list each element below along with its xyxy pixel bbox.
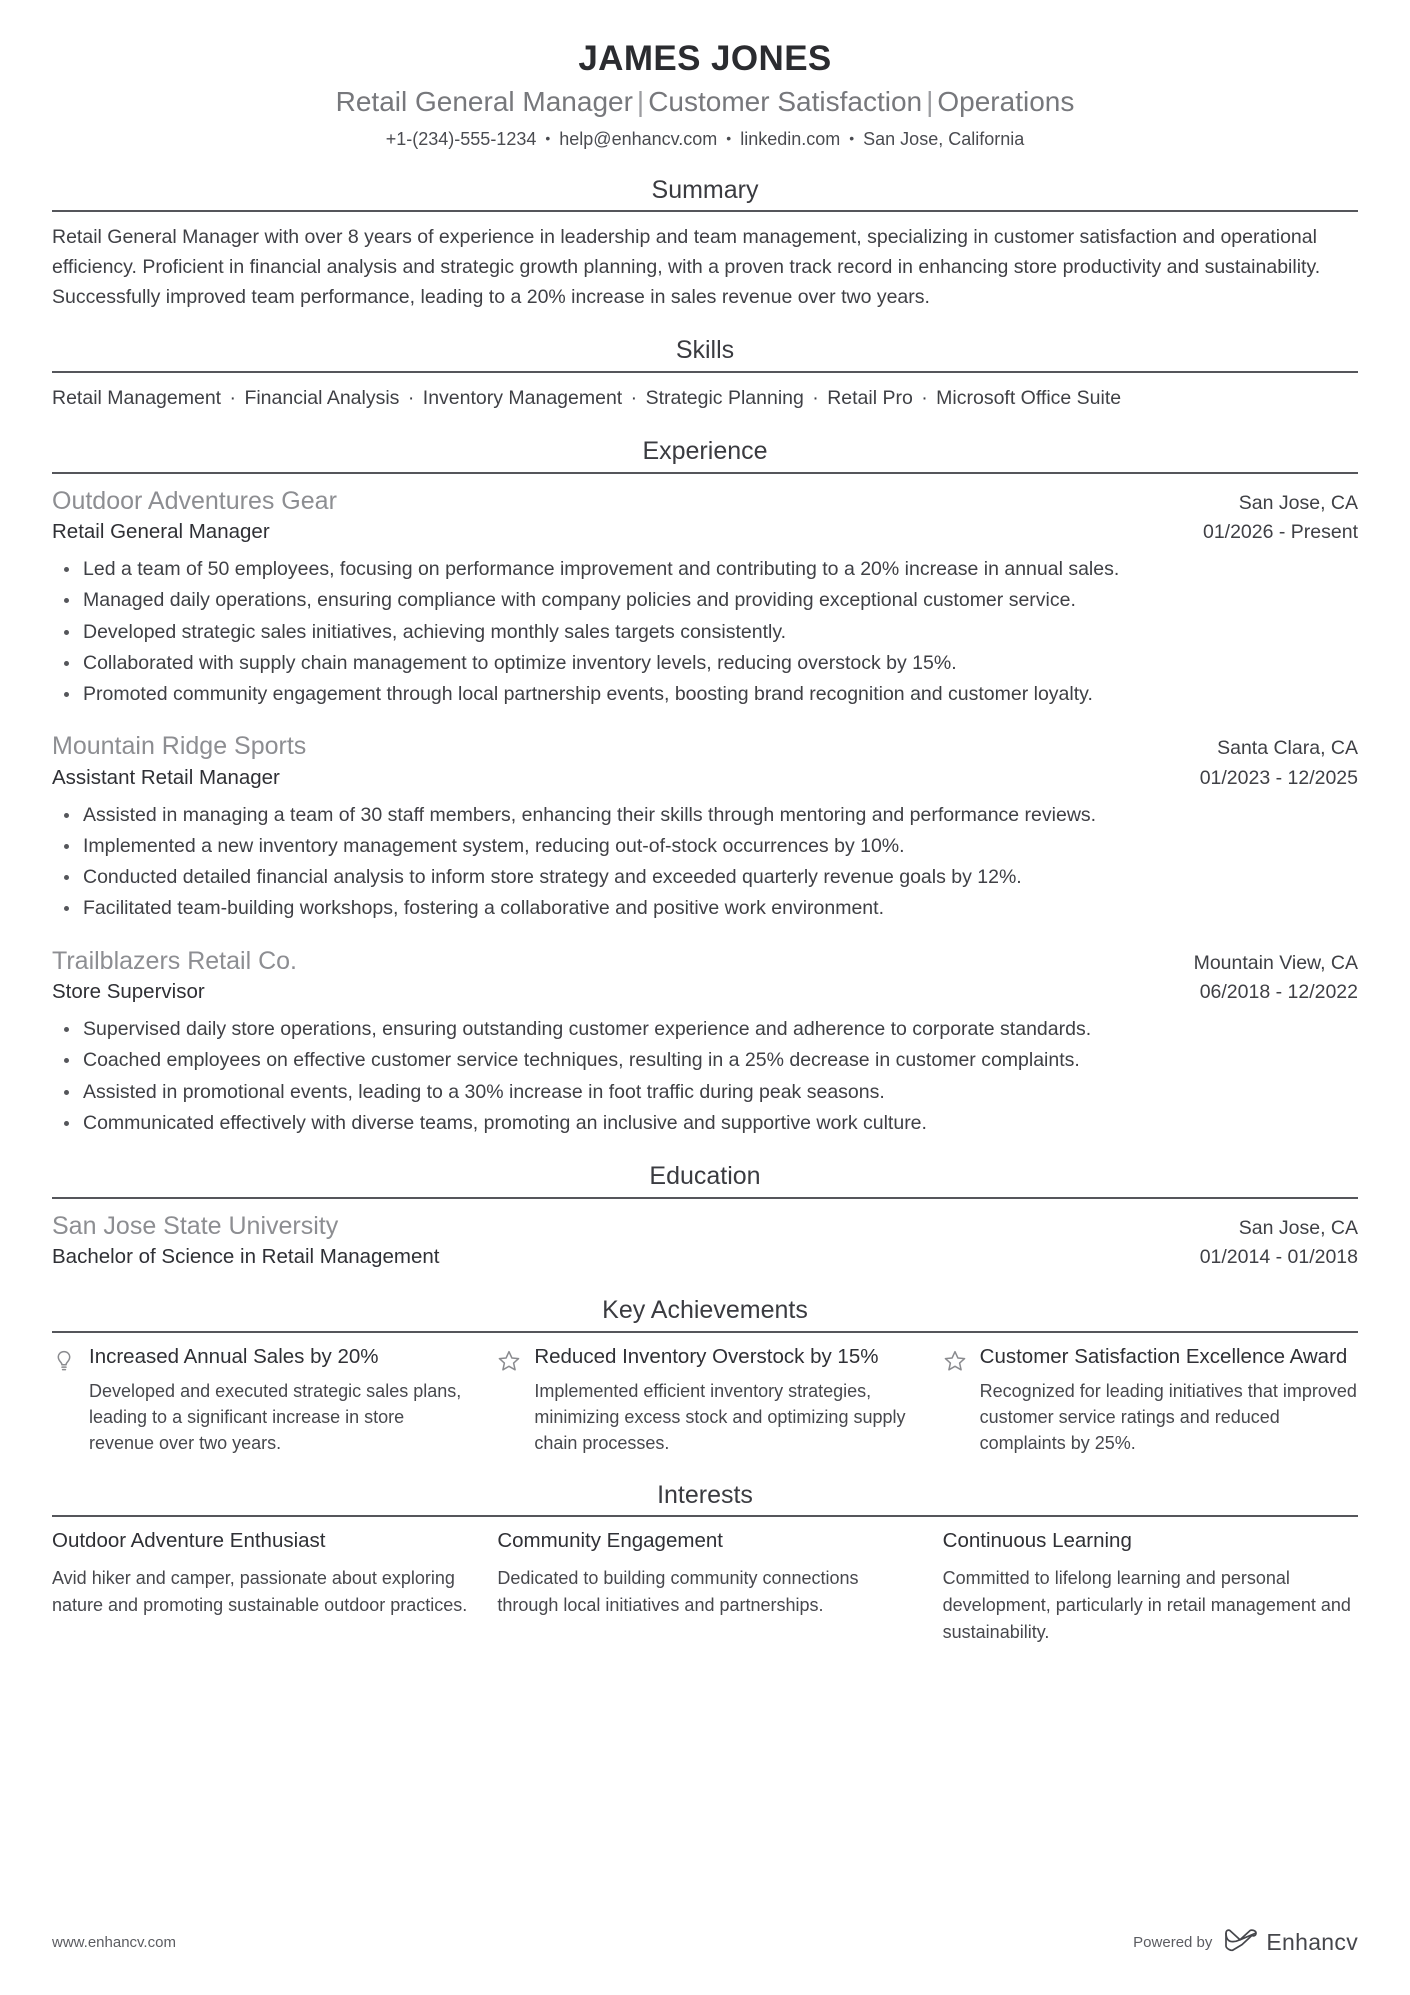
skill-separator: · (806, 386, 825, 409)
achievement-body (89, 1344, 467, 1457)
experience-entry-second-row (52, 978, 1358, 1007)
experience-bullet: Facilitated team-building workshops, fostering a collaborative and positive work environment. (52, 894, 1358, 923)
section-rule-interests (52, 1515, 1358, 1517)
experience-dates: 01/2026 - Present (1202, 521, 1358, 544)
experience-entry-top-row (52, 730, 1358, 764)
lightbulb-icon (52, 1344, 76, 1378)
section-key-achievements (52, 1294, 1358, 1456)
skill-item: Strategic Planning (645, 386, 804, 409)
experience-job-title: Assistant Retail Manager (52, 766, 280, 790)
interest-item (52, 1528, 467, 1619)
skill-item: Microsoft Office Suite (936, 386, 1122, 409)
education-entry-second-row (52, 1243, 1358, 1272)
experience-location: San Jose, CA (1238, 491, 1358, 514)
achievement-item (943, 1344, 1358, 1457)
achievement-description: Developed and executed strategic sales plans, leading to a significant increase in store revenue over two years. (89, 1381, 462, 1454)
contact-phone: +1-(234)-555-1234 (385, 128, 537, 149)
section-title-key-achievements: Key Achievements (602, 1296, 808, 1325)
contact-separator-3: • (849, 129, 855, 146)
section-title-skills: Skills (675, 336, 735, 365)
contact-linkedin[interactable]: linkedin.com (740, 128, 841, 149)
experience-bullet: Conducted detailed financial analysis to inform store strategy and exceeded quarterly revenue goals by 12%. (52, 863, 1358, 892)
section-interests (52, 1479, 1358, 1646)
achievement-title: Customer Satisfaction Excellence Award (979, 1344, 1348, 1368)
experience-bullet: Coached employees on effective customer service techniques, resulting in a 25% decrease in customer complaints. (52, 1046, 1358, 1075)
skill-item: Financial Analysis (244, 386, 400, 409)
interest-item (497, 1528, 912, 1619)
contact-separator-1: • (545, 129, 551, 146)
achievement-column (52, 1344, 467, 1457)
interest-description: Dedicated to building community connections through local initiatives and partnerships. (497, 1567, 859, 1615)
achievement-body (980, 1344, 1358, 1457)
star-icon (943, 1344, 967, 1378)
section-rule-key-achievements (52, 1331, 1358, 1333)
education-location: San Jose, CA (1238, 1216, 1358, 1239)
enhancv-logo (1224, 1928, 1358, 1957)
experience-bullet: Developed strategic sales initiatives, achieving monthly sales targets consistently. (52, 618, 1358, 647)
enhancv-wordmark: Enhancv (1266, 1929, 1358, 1955)
experience-entry (52, 485, 1358, 710)
skill-item: Retail Pro (827, 386, 913, 409)
interest-description: Committed to lifelong learning and personal development, particularly in retail management and sustainability. (942, 1567, 1351, 1642)
achievements-columns (52, 1344, 1358, 1457)
achievement-title: Increased Annual Sales by 20% (89, 1344, 379, 1368)
achievement-item (52, 1344, 467, 1457)
experience-bullet-list (52, 1015, 1358, 1138)
contact-email[interactable]: help@enhancv.com (559, 128, 718, 149)
experience-bullet-list (52, 555, 1358, 709)
interest-title: Outdoor Adventure Enthusiast (52, 1529, 326, 1553)
footer-powered-by-label: Powered by (1133, 1934, 1213, 1951)
skill-separator: · (224, 386, 242, 409)
section-skills (52, 334, 1358, 413)
headline-separator-1: | (636, 86, 645, 117)
education-dates: 01/2014 - 01/2018 (1199, 1246, 1358, 1269)
experience-bullet-list (52, 801, 1358, 924)
skill-separator: · (402, 386, 420, 409)
achievement-description: Implemented efficient inventory strategies, minimizing excess stock and optimizing supply chain processes. (534, 1381, 906, 1454)
contact-separator-2: • (726, 129, 732, 146)
experience-location: Santa Clara, CA (1217, 737, 1358, 760)
achievement-item (497, 1344, 912, 1457)
candidate-name: JAMES JONES (578, 39, 832, 78)
star-icon (497, 1344, 521, 1378)
skill-item: Inventory Management (422, 386, 623, 409)
section-education (52, 1160, 1358, 1272)
enhancv-mark-icon (1224, 1928, 1258, 1957)
experience-entry-top-row (52, 485, 1358, 519)
experience-bullet: Promoted community engagement through local partnership events, boosting brand recognition and customer loyalty. (52, 680, 1358, 709)
interest-item (943, 1528, 1358, 1646)
achievement-body (534, 1344, 912, 1457)
skill-separator: · (915, 386, 934, 409)
achievement-column (943, 1344, 1358, 1457)
section-title-summary: Summary (651, 175, 759, 204)
experience-bullet: Communicated effectively with diverse teams, promoting an inclusive and supportive work culture. (52, 1109, 1358, 1138)
experience-dates: 01/2023 - 12/2025 (1199, 767, 1358, 790)
interest-title: Continuous Learning (942, 1529, 1132, 1553)
experience-company: Mountain Ridge Sports (52, 732, 307, 761)
section-rule-skills (52, 371, 1358, 373)
page-footer (52, 1928, 1358, 1957)
section-rule-experience (52, 472, 1358, 474)
achievement-description: Recognized for leading initiatives that improved customer service ratings and reduced complaints by 25%. (979, 1381, 1357, 1454)
experience-bullet: Managed daily operations, ensuring compliance with company policies and providing exceptional customer service. (52, 586, 1358, 615)
headline-part-1: Retail General Manager (335, 86, 633, 117)
section-rule-summary (52, 210, 1358, 212)
education-entry (52, 1210, 1358, 1272)
section-rule-education (52, 1197, 1358, 1199)
footer-url[interactable]: www.enhancv.com (52, 1934, 176, 1951)
experience-bullet: Collaborated with supply chain management to optimize inventory levels, reducing overstock by 15%. (52, 649, 1358, 678)
experience-company: Trailblazers Retail Co. (52, 946, 297, 975)
experience-entry (52, 945, 1358, 1138)
experience-location: Mountain View, CA (1193, 951, 1358, 974)
experience-bullet: Supervised daily store operations, ensuring outstanding customer experience and adherence to corporate standards. (52, 1015, 1358, 1044)
resume-header (52, 38, 1358, 152)
experience-entry-second-row (52, 764, 1358, 793)
experience-entry (52, 730, 1358, 923)
skill-item: Retail Management (52, 386, 222, 409)
education-entries (52, 1210, 1358, 1272)
skill-separator: · (625, 386, 643, 409)
experience-job-title: Store Supervisor (52, 980, 205, 1004)
experience-entry-top-row (52, 945, 1358, 979)
interests-columns (52, 1528, 1358, 1646)
experience-bullet: Implemented a new inventory management system, reducing out-of-stock occurrences by 10%. (52, 832, 1358, 861)
headline-part-2: Customer Satisfaction (648, 86, 923, 117)
education-entry-top-row (52, 1210, 1358, 1244)
contact-location: San Jose, California (863, 128, 1025, 149)
achievement-column (497, 1344, 912, 1457)
experience-entry-second-row (52, 518, 1358, 547)
section-title-interests: Interests (657, 1480, 753, 1509)
section-experience (52, 435, 1358, 1138)
experience-job-title: Retail General Manager (52, 520, 270, 544)
interest-description: Avid hiker and camper, passionate about exploring nature and promoting sustainable outdoor practices. (52, 1567, 468, 1615)
contact-line (52, 127, 1358, 152)
experience-bullet: Assisted in promotional events, leading to a 30% increase in foot traffic during peak seasons. (52, 1078, 1358, 1107)
achievement-title: Reduced Inventory Overstock by 15% (534, 1344, 879, 1368)
experience-entries (52, 485, 1358, 1139)
section-summary (52, 174, 1358, 312)
education-school: San Jose State University (52, 1211, 339, 1240)
interest-title: Community Engagement (497, 1529, 723, 1553)
footer-branding (1133, 1928, 1358, 1957)
skills-list (52, 384, 1358, 413)
experience-company: Outdoor Adventures Gear (52, 486, 337, 515)
headline-part-3: Operations (937, 86, 1075, 117)
experience-bullet: Led a team of 50 employees, focusing on performance improvement and contributing to a 20% increase in annual sales. (52, 555, 1358, 584)
summary-text: Retail General Manager with over 8 years of experience in leadership and team management, specializing in customer satisfaction and operational efficiency. Proficient in financial analysis and strategic growth planning, with a proven track record in enhancing store productivity and sustainability. Successfully improved team performance, leading to a 20% increase in sales revenue over two years. (52, 226, 1321, 308)
candidate-headline (52, 83, 1358, 121)
headline-separator-2: | (926, 86, 934, 117)
section-title-education: Education (649, 1162, 761, 1191)
experience-dates: 06/2018 - 12/2022 (1199, 981, 1358, 1004)
experience-bullet: Assisted in managing a team of 30 staff members, enhancing their skills through mentoring and performance reviews. (52, 801, 1358, 830)
section-title-experience: Experience (642, 437, 768, 466)
education-degree: Bachelor of Science in Retail Management (52, 1245, 440, 1269)
